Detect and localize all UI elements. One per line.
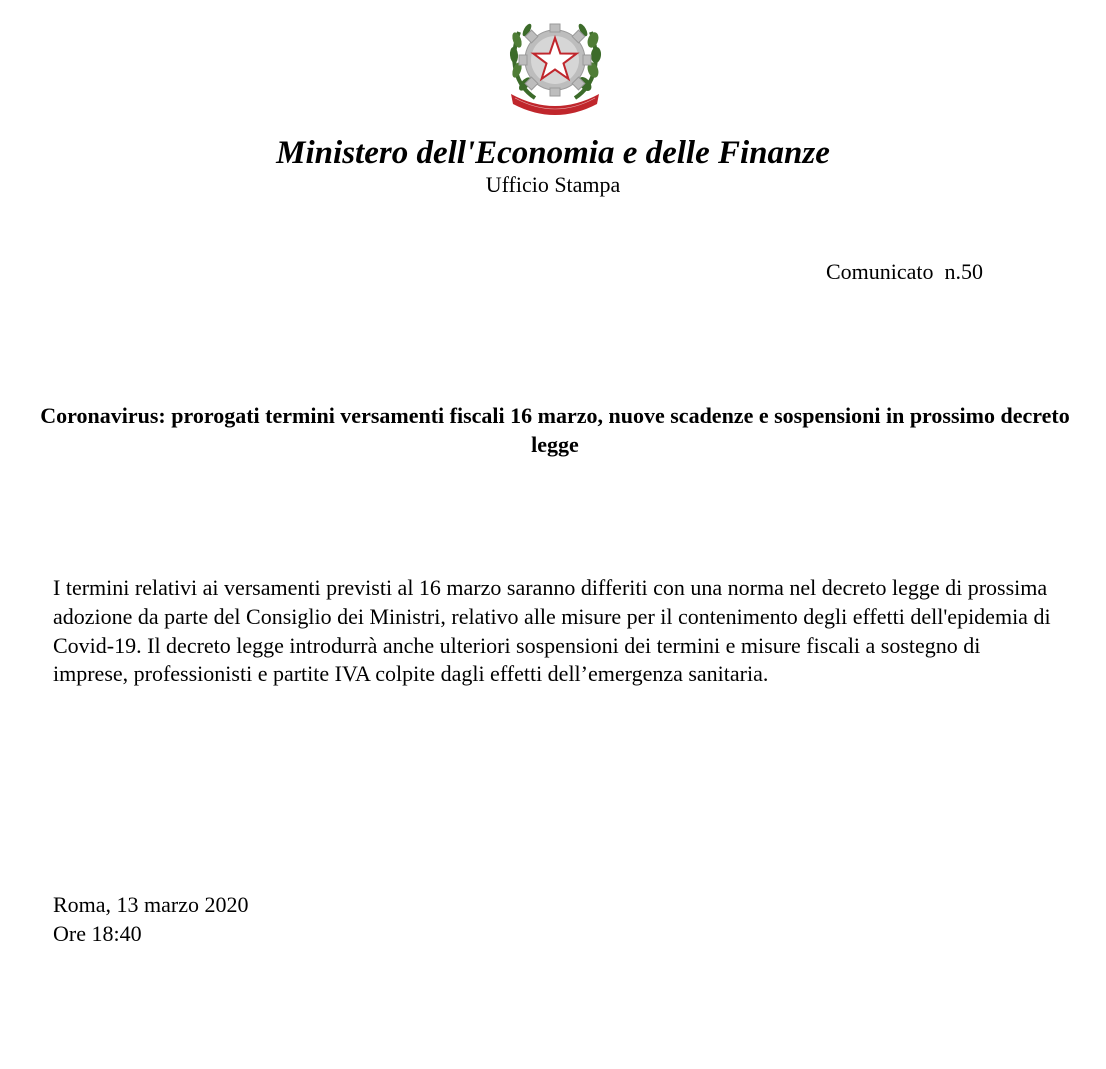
place-date: Roma, 13 marzo 2020 [53, 892, 249, 917]
emblem-icon [505, 10, 605, 120]
communique-number: Comunicato n.50 [826, 259, 984, 284]
office-name: Ufficio Stampa [485, 172, 621, 197]
ministry-title: Ministero dell'Economia e delle Finanze [276, 135, 830, 171]
release-time: Ore 18:40 [53, 921, 142, 946]
press-release-headline: Coronavirus: prorogati termini versamenti fiscali 16 marzo, nuove scadenze e sospensioni in prossimo decreto legge [40, 403, 1070, 457]
press-release-body: I termini relativi ai versamenti previsti al 16 marzo saranno differiti con una norma nel decreto legge di prossima adozione da parte del Consiglio dei Ministri, relativo alle misure per il contenimento degli effetti dell'epidemia di Covid-19. Il decreto legge introdurrà anche ulteriori sospensioni dei termini e misure fiscali a sostegno di imprese, professionisti e partite IVA colpite dagli effetti dell’emergenza sanitaria. [53, 575, 1051, 687]
republic-emblem [505, 10, 605, 120]
